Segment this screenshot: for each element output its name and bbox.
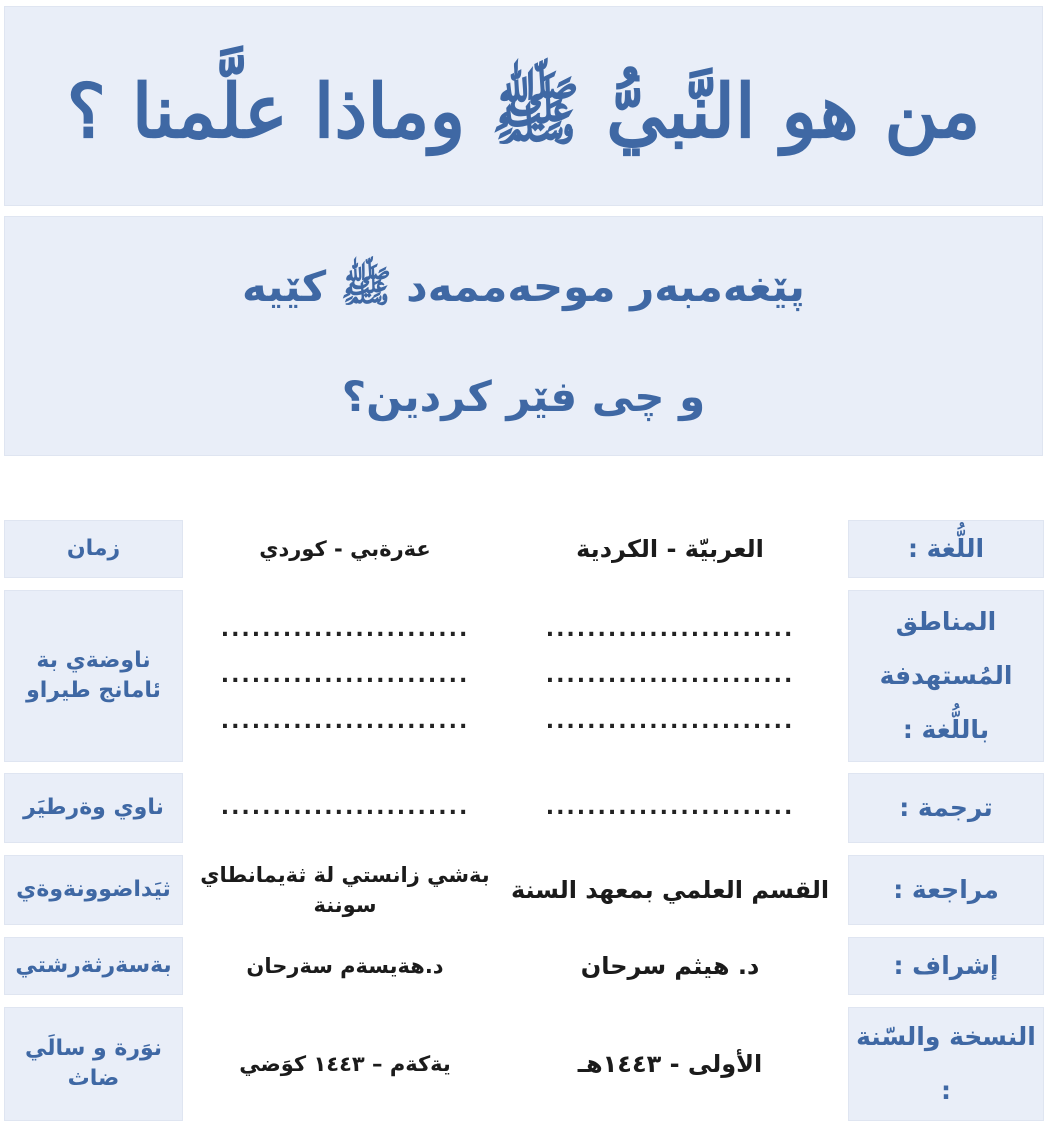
dotted-line: ........................	[545, 663, 795, 688]
title-panel	[4, 6, 1043, 206]
target-regions-value-arabic	[500, 590, 840, 762]
language-label: اللُّغة :	[848, 520, 1044, 578]
review-label-kurdish: ثيَداضوونةوةي	[4, 855, 183, 925]
page-title: من هو النَّبيُّ ﷺ وماذا علَّمنا ؟	[66, 69, 981, 155]
target-regions-value-kurdish	[195, 590, 495, 762]
edition-value-kurdish: يةكةم – ١٤٤٣ كوَضي	[239, 1052, 451, 1076]
language-value-kurdish: عةرةبي - كوردي	[259, 537, 431, 561]
dotted-line: ........................	[545, 709, 795, 734]
language-label-kurdish: زمان	[4, 520, 183, 578]
translation-label: ترجمة :	[848, 773, 1044, 843]
supervision-label-kurdish: بةسةرثةرشتي	[4, 937, 183, 995]
subtitle-line-1: پێغەمبەر موحەممەد ﷺ کێیە	[242, 262, 805, 311]
target-regions-label: المناطق المُستهدفة باللُّغة :	[848, 590, 1044, 762]
dotted-line: ........................	[545, 795, 795, 820]
dotted-line: ........................	[220, 795, 470, 820]
language-value-arabic: العربيّة - الكردية	[576, 535, 764, 563]
subtitle-line-2: و چی فێر کردین؟	[341, 372, 706, 421]
edition-label-kurdish: نوَرة و سالَي ضاث	[4, 1007, 183, 1121]
subtitle-panel	[4, 216, 1043, 456]
review-value-kurdish: بةشي زانستي لة ثةيمانطاي سوننة	[200, 863, 490, 917]
translation-value-kurdish	[195, 773, 495, 843]
dotted-line: ........................	[220, 663, 470, 688]
translation-label-kurdish: ناوي وةرطيَر	[4, 773, 183, 843]
review-label: مراجعة :	[848, 855, 1044, 925]
supervision-value-kurdish: د.هةيسةم سةرحان	[246, 954, 444, 978]
target-regions-label-kurdish: ناوضةي بة ئامانج طيراو	[4, 590, 183, 762]
dotted-line: ........................	[545, 617, 795, 642]
dotted-line: ........................	[220, 617, 470, 642]
edition-value-arabic: الأولى - ١٤٤٣هـ	[577, 1050, 763, 1078]
dotted-line: ........................	[220, 709, 470, 734]
review-value-arabic: القسم العلمي بمعهد السنة	[510, 876, 830, 904]
edition-label: النسخة والسّنة :	[848, 1007, 1044, 1121]
translation-value-arabic	[500, 773, 840, 843]
supervision-label: إشراف :	[848, 937, 1044, 995]
supervision-value-arabic: د. هيثم سرحان	[580, 952, 760, 980]
